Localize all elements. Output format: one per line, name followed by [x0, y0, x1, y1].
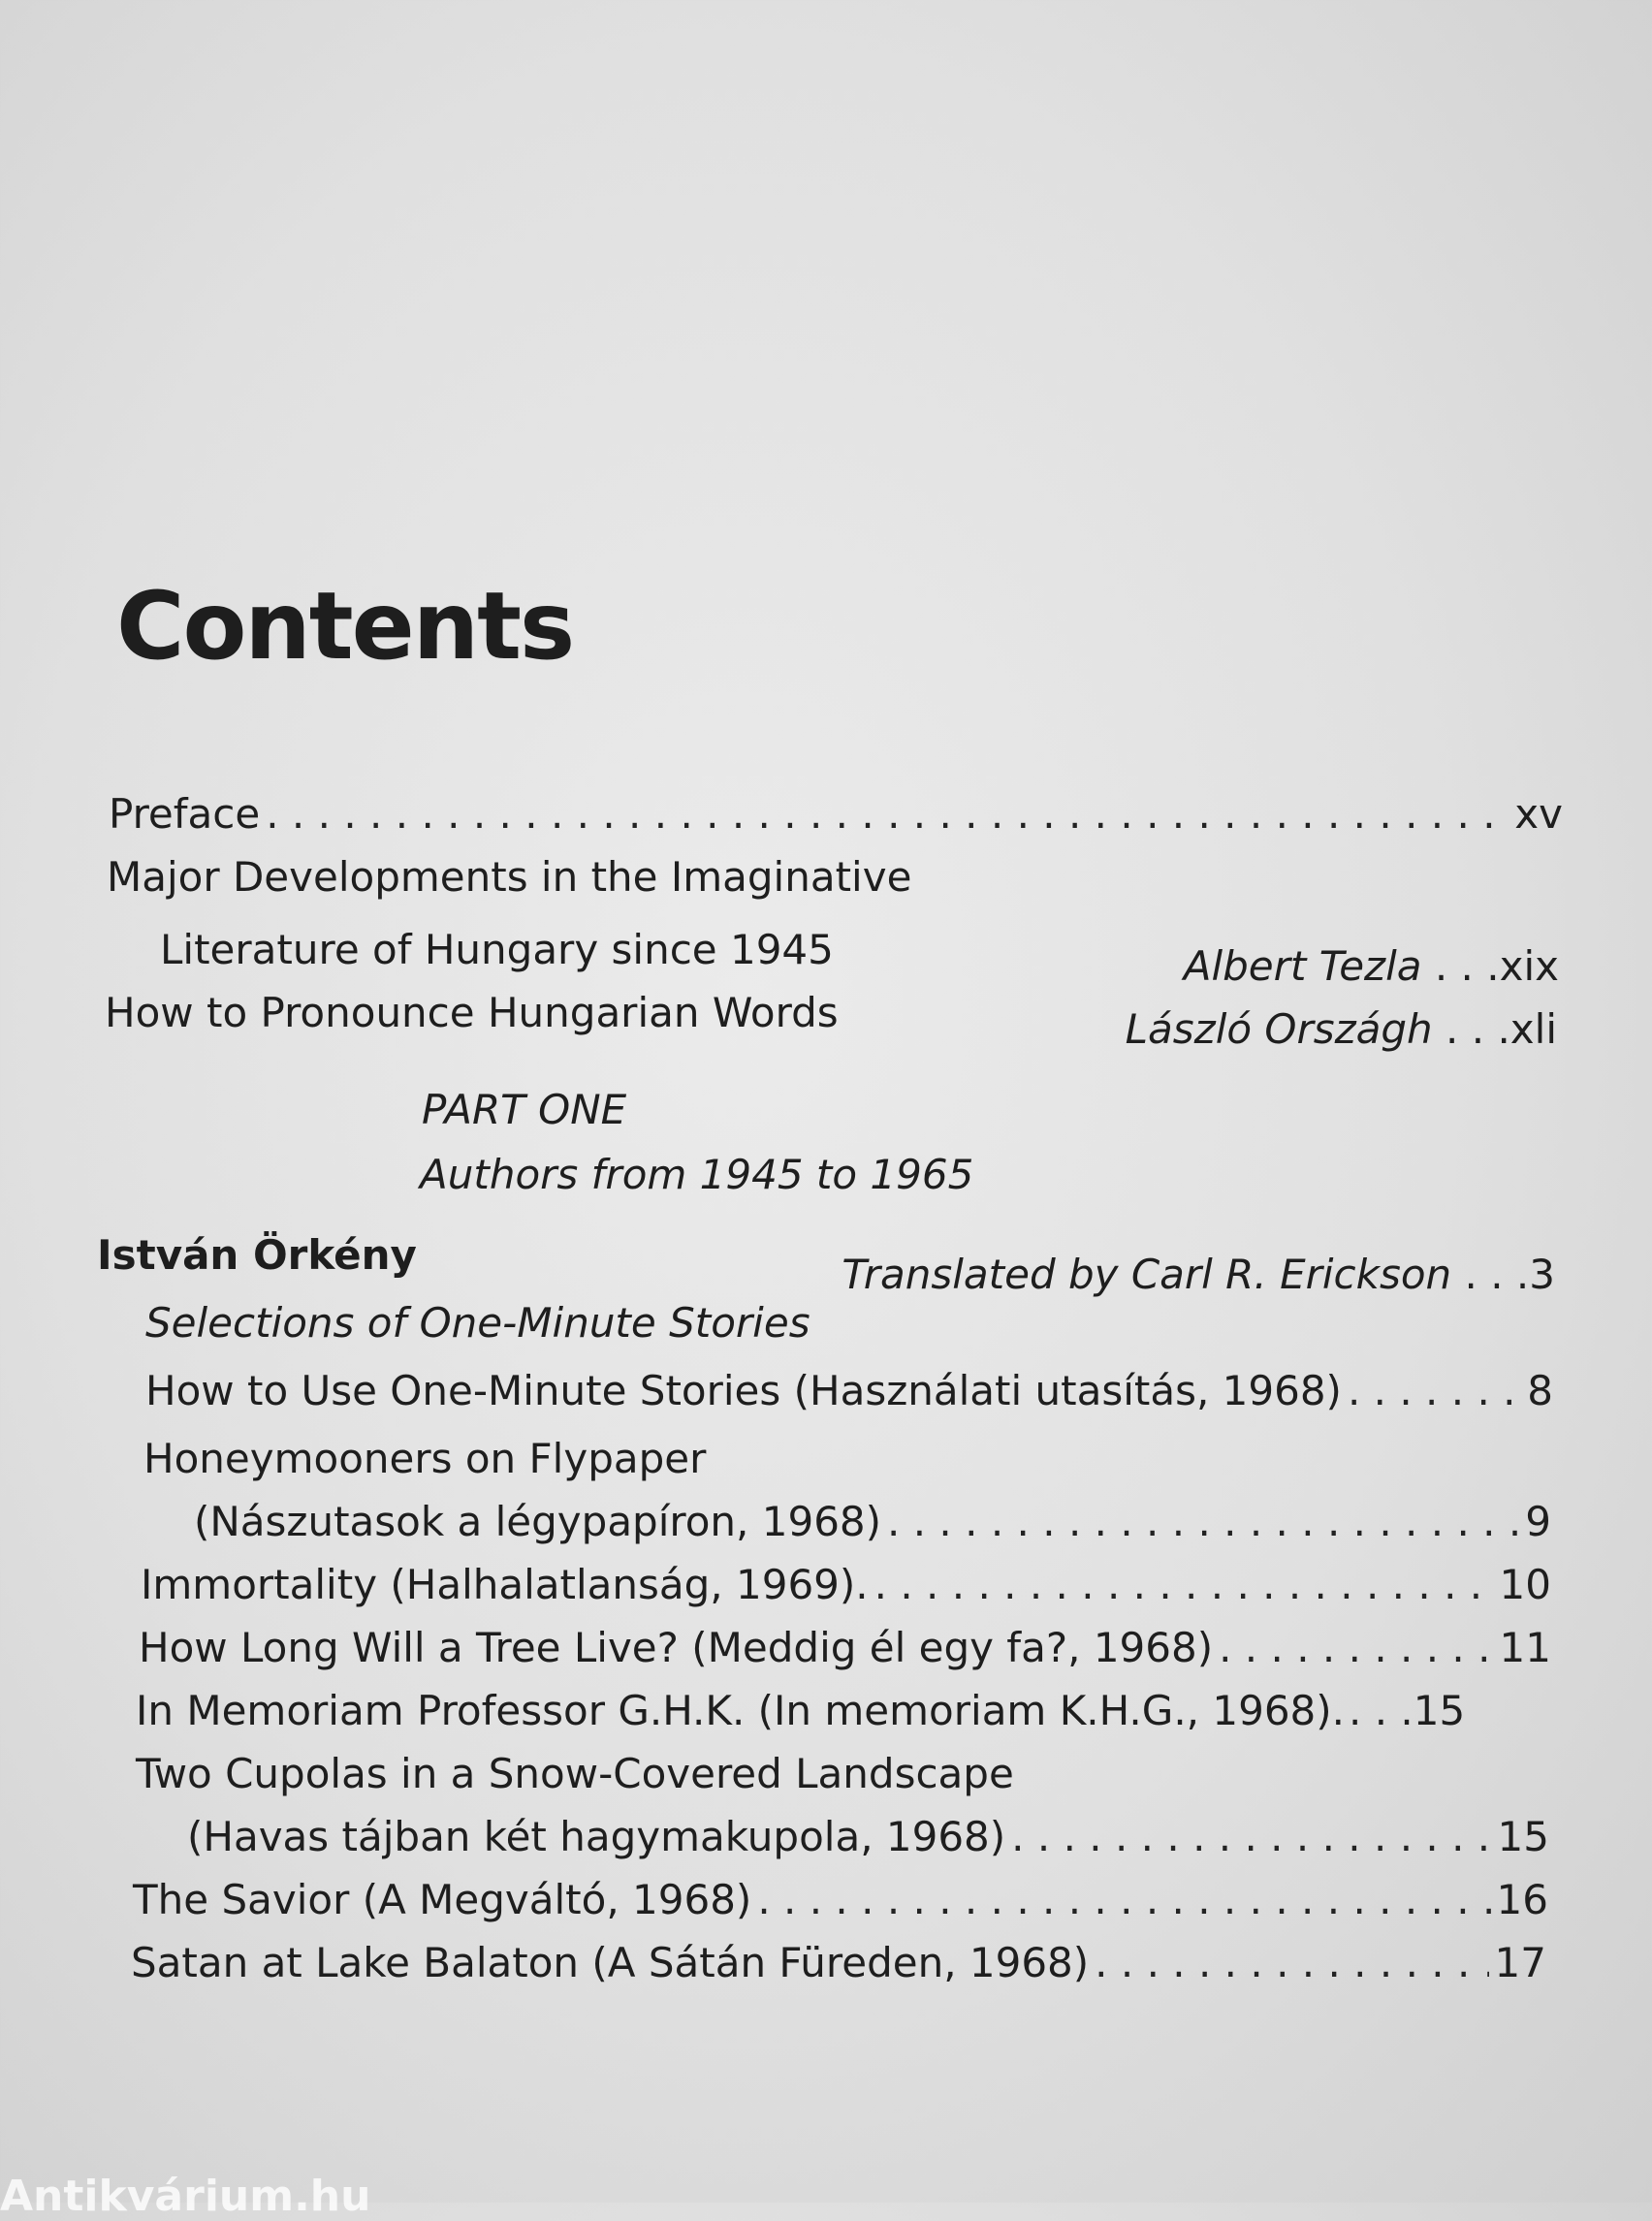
- toc-entry: [143, 1435, 706, 1482]
- toc-entry: [139, 1624, 1551, 1671]
- toc-entry-title: How Long Will a Tree Live? (Meddig él egy fa?, 1968): [139, 1624, 1214, 1671]
- toc-entry-title: (Nászutasok a légypapíron, 1968): [194, 1498, 882, 1545]
- toc-entry-title: Two Cupolas in a Snow-Covered Landscape: [136, 1750, 1014, 1797]
- toc-entry: [141, 1561, 1551, 1608]
- toc-entry: [145, 1367, 1553, 1414]
- toc-page-number: xv: [1514, 790, 1563, 838]
- part-subtitle-text: Authors from 1945 to 1965: [420, 1151, 974, 1198]
- toc-entry-major-developments: [107, 853, 911, 901]
- toc-page-number: 16: [1496, 1876, 1548, 1923]
- toc-entry-title: How to Use One-Minute Stories (Használati utasítás, 1968): [145, 1367, 1342, 1414]
- toc-entry-literature-of-hungary: [160, 926, 834, 973]
- toc-entry-title: (Havas tájban két hagymakupola, 1968): [187, 1813, 1006, 1860]
- toc-page-number: . . .3: [1464, 1251, 1555, 1298]
- toc-entry: [136, 1687, 1549, 1734]
- toc-page-number: . . .15: [1349, 1687, 1466, 1734]
- toc-translator: Translated by Carl R. Erickson: [842, 1251, 1452, 1298]
- toc-entry-title: Satan at Lake Balaton (A Sátán Füreden, 1968): [131, 1939, 1090, 1986]
- part-subtitle: [420, 1151, 973, 1198]
- toc-entry-title: Honeymooners on Flypaper: [143, 1435, 707, 1482]
- toc-page-number: 17: [1494, 1939, 1546, 1986]
- toc-entry: [194, 1498, 1551, 1545]
- toc-entry-author-right: [1184, 942, 1559, 990]
- toc-entry-title: In Memoriam Professor G.H.K. (In memoriam K.H.G., 1968).: [136, 1687, 1345, 1734]
- toc-translator-right: [842, 1251, 1555, 1298]
- toc-page-number: 15: [1497, 1813, 1549, 1860]
- dot-leader: [1095, 1939, 1488, 1986]
- part-label: PART ONE: [422, 1086, 627, 1133]
- toc-author: László Országh: [1125, 1005, 1433, 1053]
- toc-entry-preface: [109, 790, 1563, 838]
- toc-author: Albert Tezla: [1183, 942, 1422, 990]
- part-heading: [422, 1086, 626, 1133]
- dot-leader: [266, 790, 1509, 838]
- page-title: Contents: [116, 572, 574, 681]
- toc-page-number: 10: [1499, 1561, 1551, 1608]
- toc-entry: [187, 1813, 1549, 1860]
- toc-entry-title: Preface: [109, 790, 261, 838]
- toc-entry-title: Immortality (Halhalatlanság, 1969).: [141, 1561, 869, 1608]
- dot-leader: [1219, 1624, 1493, 1671]
- toc-entry-title: Major Developments in the Imaginative: [107, 853, 912, 901]
- toc-entry: [133, 1876, 1548, 1923]
- toc-entry-title: Literature of Hungary since 1945: [160, 926, 834, 973]
- toc-author-heading: [97, 1231, 417, 1279]
- dot-leader: [1348, 1367, 1521, 1414]
- dot-leader: [887, 1498, 1519, 1545]
- section-title: Selections of One-Minute Stories: [145, 1299, 810, 1347]
- dot-leader: [874, 1561, 1494, 1608]
- toc-entry-pronounce: [105, 989, 839, 1036]
- author-name: István Örkény: [97, 1231, 417, 1279]
- toc-section-heading: [145, 1299, 810, 1347]
- toc-page-number: 9: [1525, 1498, 1551, 1545]
- toc-page-number: 8: [1527, 1367, 1553, 1414]
- toc-entry-title: How to Pronounce Hungarian Words: [105, 989, 839, 1036]
- toc-page-number: . . .xix: [1434, 942, 1559, 990]
- toc-page-number: . . .xli: [1446, 1005, 1557, 1053]
- toc-entry-title: The Savior (A Megváltó, 1968): [133, 1876, 752, 1923]
- dot-leader: [1011, 1813, 1491, 1860]
- toc-page-number: 11: [1499, 1624, 1551, 1671]
- dot-leader: [757, 1876, 1490, 1923]
- watermark: Antikvárium.hu: [0, 2172, 371, 2221]
- toc-entry: [131, 1939, 1546, 1986]
- toc-entry-author-right: [1126, 1005, 1557, 1053]
- toc-entry: [136, 1750, 1014, 1797]
